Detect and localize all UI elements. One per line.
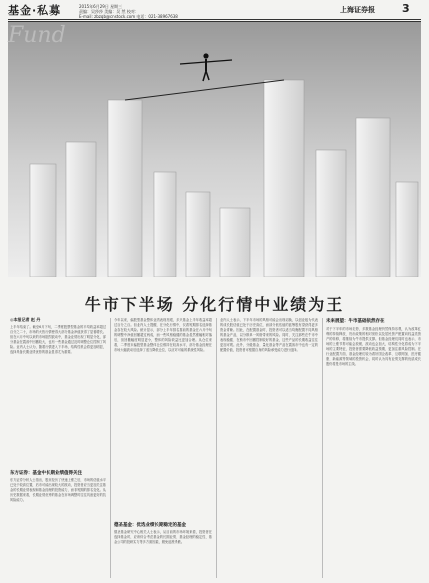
column-divider: [322, 318, 323, 578]
subheading-1: 东方证券：基金中长期业绩值得关注: [10, 471, 82, 476]
hero-illustration: [8, 22, 421, 277]
contact-info: E-mail: zbzqb@cnstock.com 电话：021-38967638: [79, 14, 178, 19]
article-column-1-cont: 东方证券分析人士指出，股市经历了快速上涨之后，市场的估值水平已处于较高位置，后市可能出现较大的波动，投资者应当更加关注基金的长期业绩表现和基金经理的投资能力，而非短期的排名变化。从历史数据来看，长期业绩优秀的基金在市场调整时往往具备更好的抗风险能力。: [10, 478, 106, 502]
section-title: 基金·私募: [8, 4, 62, 17]
editor-credits: 责编：吴莎莎 美编：吴 然 校对：: [79, 9, 139, 14]
building: [264, 80, 304, 277]
page-header: [0, 0, 429, 20]
article-column-2: 今年以来，偏股型基金整体业绩表现亮眼，多只基金上半年收益率超过百分之百。但业内人士提醒，在分化行情中，仅看短期排名选择基金存在较大风险。统计显示，部分上半年排名靠前的基金在六月中旬的调整中净值回撤超过两成，而一些风格稳健的基金虽然涨幅相对落后，但回撤幅度明显更小，整体的风险收益比更加合理。从仓位来看，二季度末偏股型基金整体仓位维持在较高水平，部分基金经理在市场大幅波动后选择了适当降低仓位，以应对可能的系统性风险。: [114, 318, 212, 352]
subheading-3: 未来展望：牛市基础依然存在: [326, 319, 385, 324]
article-column-1: 上半年结束了。截至6月下旬，二季度股票型基金的平均收益率超过百分之二十，市场的火热行情使得大部分基金净值获得了显著增长。但在六月中旬以来的市场剧烈波动中，基金业绩出现了明显分化，部分基金在震荡中回撤较大，也有一些基金通过及时调整仓位控制了风险。业内人士认为，随着行情进入下半场，结构性机会将更加明显，选择具备长期业绩优势的基金显得尤为重要。: [10, 325, 106, 354]
article-byline: ◎本报记者 赵 丹: [10, 317, 41, 322]
article-headline: 牛市下半场 分化行情中业绩为王: [84, 295, 345, 314]
building: [154, 172, 176, 277]
building: [220, 208, 250, 277]
article-column-3: 业内人士表示，下半年市场的风格可能会出现切换，以创业板为代表的成长股估值已处于历史高位，而部分低估值的蓝筹股有望获得更多资金青睐。因此，在配置基金时，投资者可以适当均衡配置不同风格的基金产品，以分散单一风格带来的风险。同时，关注那些在牛市中表现稳健、在熊市中回撤控制较好的基金，这些产品的长期收益往往更加可观。此外，分级基金、量化基金等产品在震荡市中也有一定的配置价值，投资者可根据自身的风险承受能力进行选择。: [220, 318, 318, 352]
issue-meta: [79, 4, 178, 19]
article-column-4: 对于下半年的市场走势，多数基金经理仍然保持乐观，认为改革红利的持续释放、货币政策的相对宽松以及居民资产配置向权益类资产的转移，将继续为牛市提供支撑。但基金经理们同时也表示，市场的上涨节奏可能会放缓，波动也会加大，结构性分化将成为下半场的主要特征，投资者需要降低收益预期，更加注重风险控制。在行业配置方面，基金经理们较为看好国企改革、互联网加、医疗健康、新能源等领域的投资机会，同时认为具有业绩支撑的优质成长股仍将是市场的主线。: [326, 327, 421, 366]
article-column-2-cont: 德圣基金研究中心相关人士表示，从目前的市场环境来看，投资者在选择基金时，应该综合考虑基金的长期业绩、基金经理的稳定性、基金公司的投研实力等多方面因素，避免追涨杀跌。: [114, 530, 212, 544]
building: [356, 118, 390, 277]
building: [316, 150, 346, 277]
header-rule: [8, 19, 421, 20]
fund-label: Fund: [8, 23, 66, 48]
issue-date: 2015年6月29日 星期三: [79, 4, 123, 9]
column-divider: [110, 318, 111, 578]
page-number: 3: [402, 2, 410, 15]
building: [66, 142, 96, 277]
subheading-2: 德圣基金：优选业绩长期稳定的基金: [114, 523, 186, 528]
building: [186, 192, 210, 277]
column-divider: [216, 318, 217, 578]
building: [396, 182, 418, 277]
paper-name: 上海证券报: [340, 5, 375, 14]
building: [108, 100, 142, 277]
building: [30, 164, 56, 277]
